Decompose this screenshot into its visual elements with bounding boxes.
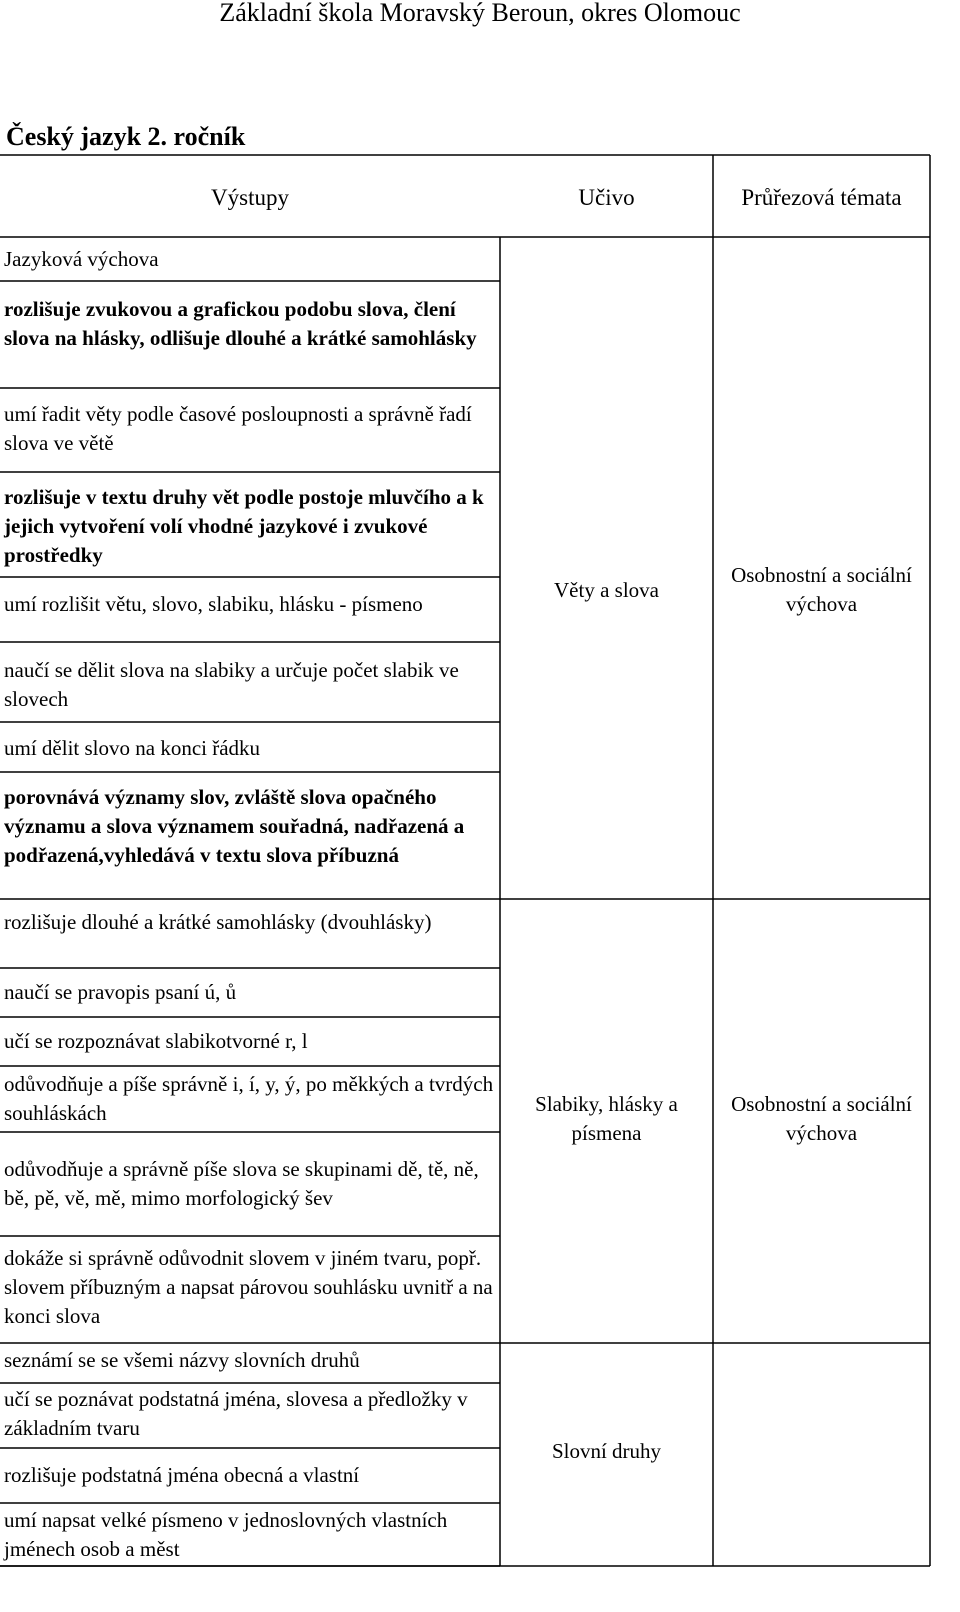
outcome-cell: dokáže si správně odůvodnit slovem v jiném tvaru, popř. slovem příbuzným a napsat párovou souhlásku uvnitř a na konci slova [4, 1246, 493, 1328]
outcome-cell: rozlišuje v textu druhy vět podle postoje mluvčího a k jejich vytvoření volí vhodné jazykové i zvukové prostředky [4, 485, 484, 567]
school-title: Základní škola Moravský Beroun, okres Olomouc [219, 0, 741, 27]
curriculum-cell: Věty a slova [554, 578, 659, 602]
column-header-outcomes: Výstupy [211, 185, 289, 210]
cross-topic-cell: Osobnostní a sociální výchova [731, 1092, 912, 1145]
outcome-cell: porovnává významy slov, zvláště slova opačného významu a slova významem souřadná, nadřazená a podřazená,vyhledává v textu slova příbuzná [4, 785, 465, 867]
outcome-cell: umí dělit slovo na konci řádku [4, 736, 261, 760]
outcome-cell: odůvodňuje a píše správně i, í, y, ý, po měkkých a tvrdých souhláskách [4, 1072, 494, 1125]
outcome-cell: umí řadit věty podle časové posloupnosti a správně řadí slova ve větě [4, 402, 472, 455]
column-header-cross-topics: Průřezová témata [741, 185, 902, 210]
outcome-cell: rozlišuje podstatná jména obecná a vlastní [4, 1463, 360, 1487]
outcome-cell: seznámí se se všemi názvy slovních druhů [4, 1348, 360, 1372]
outcome-cell: rozlišuje zvukovou a grafickou podobu slova, člení slova na hlásky, odlišuje dlouhé a krátké samohlásky [4, 297, 477, 350]
outcome-cell: učí se rozpoznávat slabikotvorné r, l [4, 1029, 308, 1053]
outcome-cell: rozlišuje dlouhé a krátké samohlásky (dvouhlásky) [4, 910, 432, 934]
outcome-cell: naučí se pravopis psaní ú, ů [4, 980, 237, 1004]
curriculum-cell: Slabiky, hlásky a písmena [535, 1092, 678, 1145]
outcome-cell: odůvodňuje a správně píše slova se skupinami dě, tě, ně, bě, pě, vě, mě, mimo morfologický šev [4, 1157, 479, 1210]
subject-title: Český jazyk 2. ročník [6, 122, 246, 151]
outcome-cell: umí napsat velké písmeno v jednoslovných vlastních jménech osob a měst [4, 1508, 448, 1561]
outcome-cell: učí se poznávat podstatná jména, slovesa a předložky v základním tvaru [4, 1387, 468, 1440]
outcome-cell: umí rozlišit větu, slovo, slabiku, hlásku - písmeno [4, 592, 423, 616]
column-header-curriculum: Učivo [578, 185, 635, 210]
cross-topic-cell: Osobnostní a sociální výchova [731, 563, 912, 616]
curriculum-cell: Slovní druhy [551, 1439, 662, 1463]
outcome-cell: naučí se dělit slova na slabiky a určuje počet slabik ve slovech [4, 658, 459, 711]
section-label: Jazyková výchova [4, 247, 159, 271]
